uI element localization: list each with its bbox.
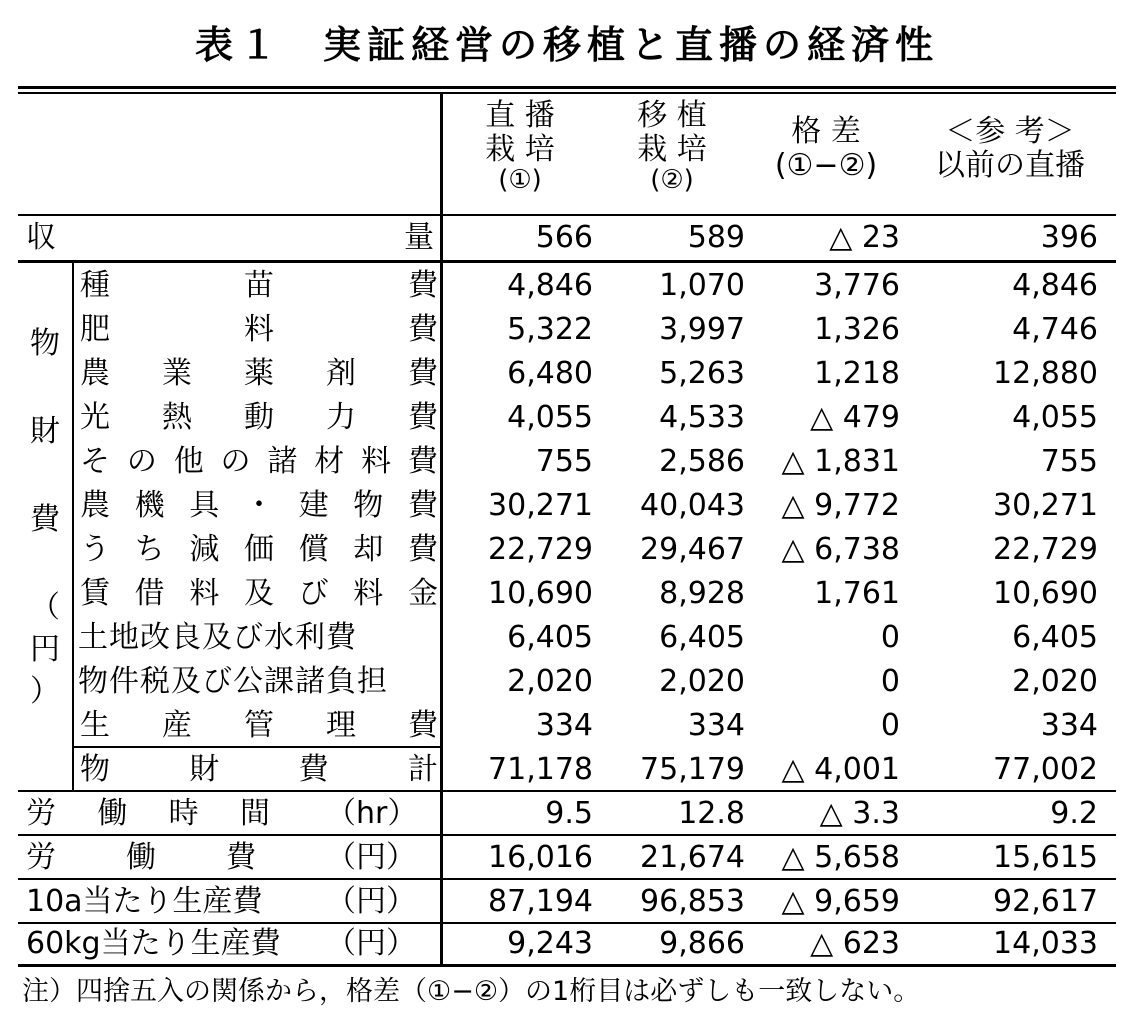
value-cell: 0 [880, 664, 900, 699]
value-cell: 15,615 [993, 840, 1098, 875]
row-label-char: 料 [189, 576, 220, 611]
value-cell: 2,020 [1012, 664, 1098, 699]
yield-label-right: 量 [404, 220, 434, 255]
cost-10a-label: 10a当たり生産費 [26, 884, 263, 919]
labor-cost-label [26, 836, 256, 880]
row-label-char: 物 [353, 488, 384, 523]
group-label-char: 物 [30, 326, 60, 361]
row-label-char: 肥 [80, 312, 110, 347]
row-label-char: 価 [243, 532, 274, 567]
value-cell: 5,322 [507, 312, 593, 347]
header-col4-line: ＜参 考＞ [945, 114, 1075, 149]
row-label-char: 理 [326, 708, 356, 743]
row-label-char: 費 [408, 312, 438, 347]
value-cell: 334 [687, 708, 745, 743]
value-cell: △ 3.3 [819, 796, 900, 831]
value-cell: 3,776 [814, 268, 900, 303]
row-label-char: 費 [407, 488, 438, 523]
value-cell: 30,271 [993, 488, 1098, 523]
total-row-label-char: 費 [298, 752, 329, 787]
value-cell: 77,002 [993, 752, 1098, 787]
value-cell: 22,729 [993, 532, 1098, 567]
row-label-char: 産 [162, 708, 192, 743]
labor-hours-label-char: 働 [97, 796, 128, 831]
row-label-char: 剤 [326, 356, 356, 391]
labor-cost-label-char: 労 [26, 840, 56, 875]
value-cell: △ 9,659 [781, 884, 900, 919]
header-col1-line: 直 播 [485, 98, 555, 133]
row-label [80, 484, 438, 528]
value-cell: 92,617 [993, 884, 1098, 919]
row-label-char: 償 [298, 532, 329, 567]
value-cell: 9.5 [545, 796, 593, 831]
row-label: 土地改良及び水利費 [78, 620, 357, 655]
value-cell: 1,326 [814, 312, 900, 347]
labor-cost-unit: （円） [326, 840, 416, 875]
value-cell: 6,405 [659, 620, 745, 655]
value-cell: 4,846 [1012, 268, 1098, 303]
value-cell: 4,533 [659, 400, 745, 435]
top-rule-2 [18, 92, 1116, 94]
value-cell: 96,853 [640, 884, 745, 919]
value-cell: 2,020 [507, 664, 593, 699]
header-col1-line: (①) [498, 165, 542, 195]
value-cell: 4,846 [507, 268, 593, 303]
value-cell: 589 [687, 220, 745, 255]
row-label [80, 572, 438, 616]
value-cell: △ 623 [810, 926, 900, 961]
value-cell: 334 [535, 708, 593, 743]
value-cell: 9.2 [1050, 796, 1098, 831]
value-cell: 4,055 [507, 400, 593, 435]
group-label-char: 円 [30, 632, 60, 667]
value-cell: 12.8 [678, 796, 745, 831]
value-cell: 30,271 [488, 488, 593, 523]
row-label-char: 材 [314, 444, 345, 479]
row-label-char: 管 [244, 708, 274, 743]
value-cell: 334 [1040, 708, 1098, 743]
value-cell: 12,880 [993, 356, 1098, 391]
value-cell: 75,179 [640, 752, 745, 787]
value-cell: 8,928 [659, 576, 745, 611]
row-label-char: 諸 [267, 444, 298, 479]
row-label-char: 料 [353, 576, 384, 611]
row-label-char: 費 [407, 532, 438, 567]
header-col2-line: (②) [650, 165, 694, 195]
row-label-char: 動 [244, 400, 274, 435]
value-cell: 6,405 [1012, 620, 1098, 655]
row-label-char: 費 [408, 356, 438, 391]
row-label-char: 熱 [162, 400, 192, 435]
labor-hours-unit: （hr） [326, 796, 418, 831]
header-col2-line: 栽 培 [637, 132, 707, 167]
value-cell: 1,761 [814, 576, 900, 611]
value-cell: 1,070 [659, 268, 745, 303]
row-label-char: 費 [408, 268, 438, 303]
labor-hours-label [26, 792, 270, 836]
group-label-char: ） [30, 674, 60, 709]
total-row-label [80, 748, 438, 792]
header-col1-line: 栽 培 [485, 132, 555, 167]
labor-hours-label-char: 間 [239, 796, 270, 831]
table-caption: 実証経営の移植と直播の経済性 [323, 23, 940, 67]
value-cell: 6,480 [507, 356, 593, 391]
row-label-char: 具 [189, 488, 220, 523]
row-label-char: 他 [173, 444, 204, 479]
value-cell: △ 479 [810, 400, 900, 435]
value-cell: 9,866 [659, 926, 745, 961]
group-label-char: （ [30, 590, 60, 625]
row-label [80, 440, 438, 484]
row-label-char: ・ [243, 488, 274, 523]
row-label-char: の [220, 444, 251, 479]
row-label-char: 薬 [244, 356, 274, 391]
group-label-char: 費 [30, 502, 60, 537]
row-label [80, 352, 438, 396]
group-label-char: 財 [30, 414, 60, 449]
row-label-char: 金 [407, 576, 438, 611]
value-cell: 87,194 [488, 884, 593, 919]
value-cell: 755 [1040, 444, 1098, 479]
table-title [0, 14, 1134, 69]
row-label [80, 264, 438, 308]
row-label [80, 704, 438, 748]
value-cell: 71,178 [488, 752, 593, 787]
row-label-char: 建 [298, 488, 329, 523]
value-cell: △ 4,001 [781, 752, 900, 787]
row-label-char: 料 [244, 312, 274, 347]
value-cell: 396 [1040, 220, 1098, 255]
row-label: 物件税及び公課諸負担 [78, 664, 388, 699]
value-cell: 2,020 [659, 664, 745, 699]
value-cell: 0 [880, 708, 900, 743]
value-cell: 16,016 [488, 840, 593, 875]
value-cell: △ 6,738 [781, 532, 900, 567]
header-col3-line: (①−②) [774, 148, 878, 183]
row-label [80, 308, 438, 352]
row-label-char: 生 [80, 708, 110, 743]
labor-cost-label-char: 働 [126, 840, 156, 875]
value-cell: 40,043 [640, 488, 745, 523]
value-cell: 10,690 [488, 576, 593, 611]
row-label-char: 農 [80, 488, 110, 523]
value-cell: 566 [535, 220, 593, 255]
value-cell: 1,218 [814, 356, 900, 391]
value-cell: 9,243 [507, 926, 593, 961]
yield-label-left: 収 [26, 220, 56, 255]
row-label-char: 費 [408, 400, 438, 435]
value-cell: 3,997 [659, 312, 745, 347]
row-label-char: 却 [353, 532, 384, 567]
header-col2-line: 移 植 [637, 98, 707, 133]
row-label-char: 機 [134, 488, 165, 523]
value-cell: 4,746 [1012, 312, 1098, 347]
value-cell: 10,690 [993, 576, 1098, 611]
row-label-char: 業 [162, 356, 192, 391]
value-cell: 14,033 [993, 926, 1098, 961]
value-cell: 0 [880, 620, 900, 655]
row-label-char: 賃 [80, 576, 110, 611]
value-cell: 5,263 [659, 356, 745, 391]
value-cell: △ 1,831 [781, 444, 900, 479]
row-label-char: 費 [407, 444, 438, 479]
value-cell: △ 5,658 [781, 840, 900, 875]
row-label-char: 借 [134, 576, 165, 611]
top-rule-1 [18, 86, 1116, 89]
group-divider [72, 262, 74, 792]
total-row-label-char: 物 [80, 752, 110, 787]
total-row-label-char: 計 [407, 752, 438, 787]
yield-bottom-rule [18, 260, 1116, 263]
row-label-char: び [298, 576, 329, 611]
row-label [80, 396, 438, 440]
cost-60kg-unit: （円） [326, 926, 416, 961]
row-label-char: そ [80, 444, 110, 479]
value-cell: 4,055 [1012, 400, 1098, 435]
value-cell: 21,674 [640, 840, 745, 875]
value-cell: △ 9,772 [781, 488, 900, 523]
cost-10a-unit: （円） [326, 884, 416, 919]
value-cell: 22,729 [488, 532, 593, 567]
table-footnote: 注）四捨五入の関係から，格差（①−②）の1桁目は必ずしも一致しない。 [22, 976, 921, 1007]
cost-60kg-label: 60kg当たり生産費 [26, 926, 281, 961]
header-col3-line: 格 差 [791, 114, 861, 149]
header-col4-line: 以前の直播 [935, 148, 1085, 183]
row-label-char: 及 [243, 576, 274, 611]
row-label [80, 528, 438, 572]
row-label-char: の [126, 444, 157, 479]
row-label-char: 力 [326, 400, 356, 435]
row-label-char: 農 [80, 356, 110, 391]
row-label-char: ち [134, 532, 165, 567]
row-label-char: 減 [189, 532, 220, 567]
labor-hours-label-char: 労 [26, 796, 56, 831]
row-label-char: 料 [361, 444, 392, 479]
total-row-label-char: 財 [189, 752, 220, 787]
value-cell: 29,467 [640, 532, 745, 567]
row-label-char: 費 [408, 708, 438, 743]
table-number: 表１ [194, 23, 283, 67]
row-label-char: 苗 [244, 268, 274, 303]
row-label-char: 種 [80, 268, 110, 303]
value-cell: 2,586 [659, 444, 745, 479]
value-cell: 6,405 [507, 620, 593, 655]
value-cell: 755 [535, 444, 593, 479]
row-label-char: 光 [80, 400, 110, 435]
value-cell: △ 23 [829, 220, 900, 255]
row-label-char: う [80, 532, 110, 567]
labor-hours-label-char: 時 [168, 796, 199, 831]
labor-cost-label-char: 費 [226, 840, 256, 875]
